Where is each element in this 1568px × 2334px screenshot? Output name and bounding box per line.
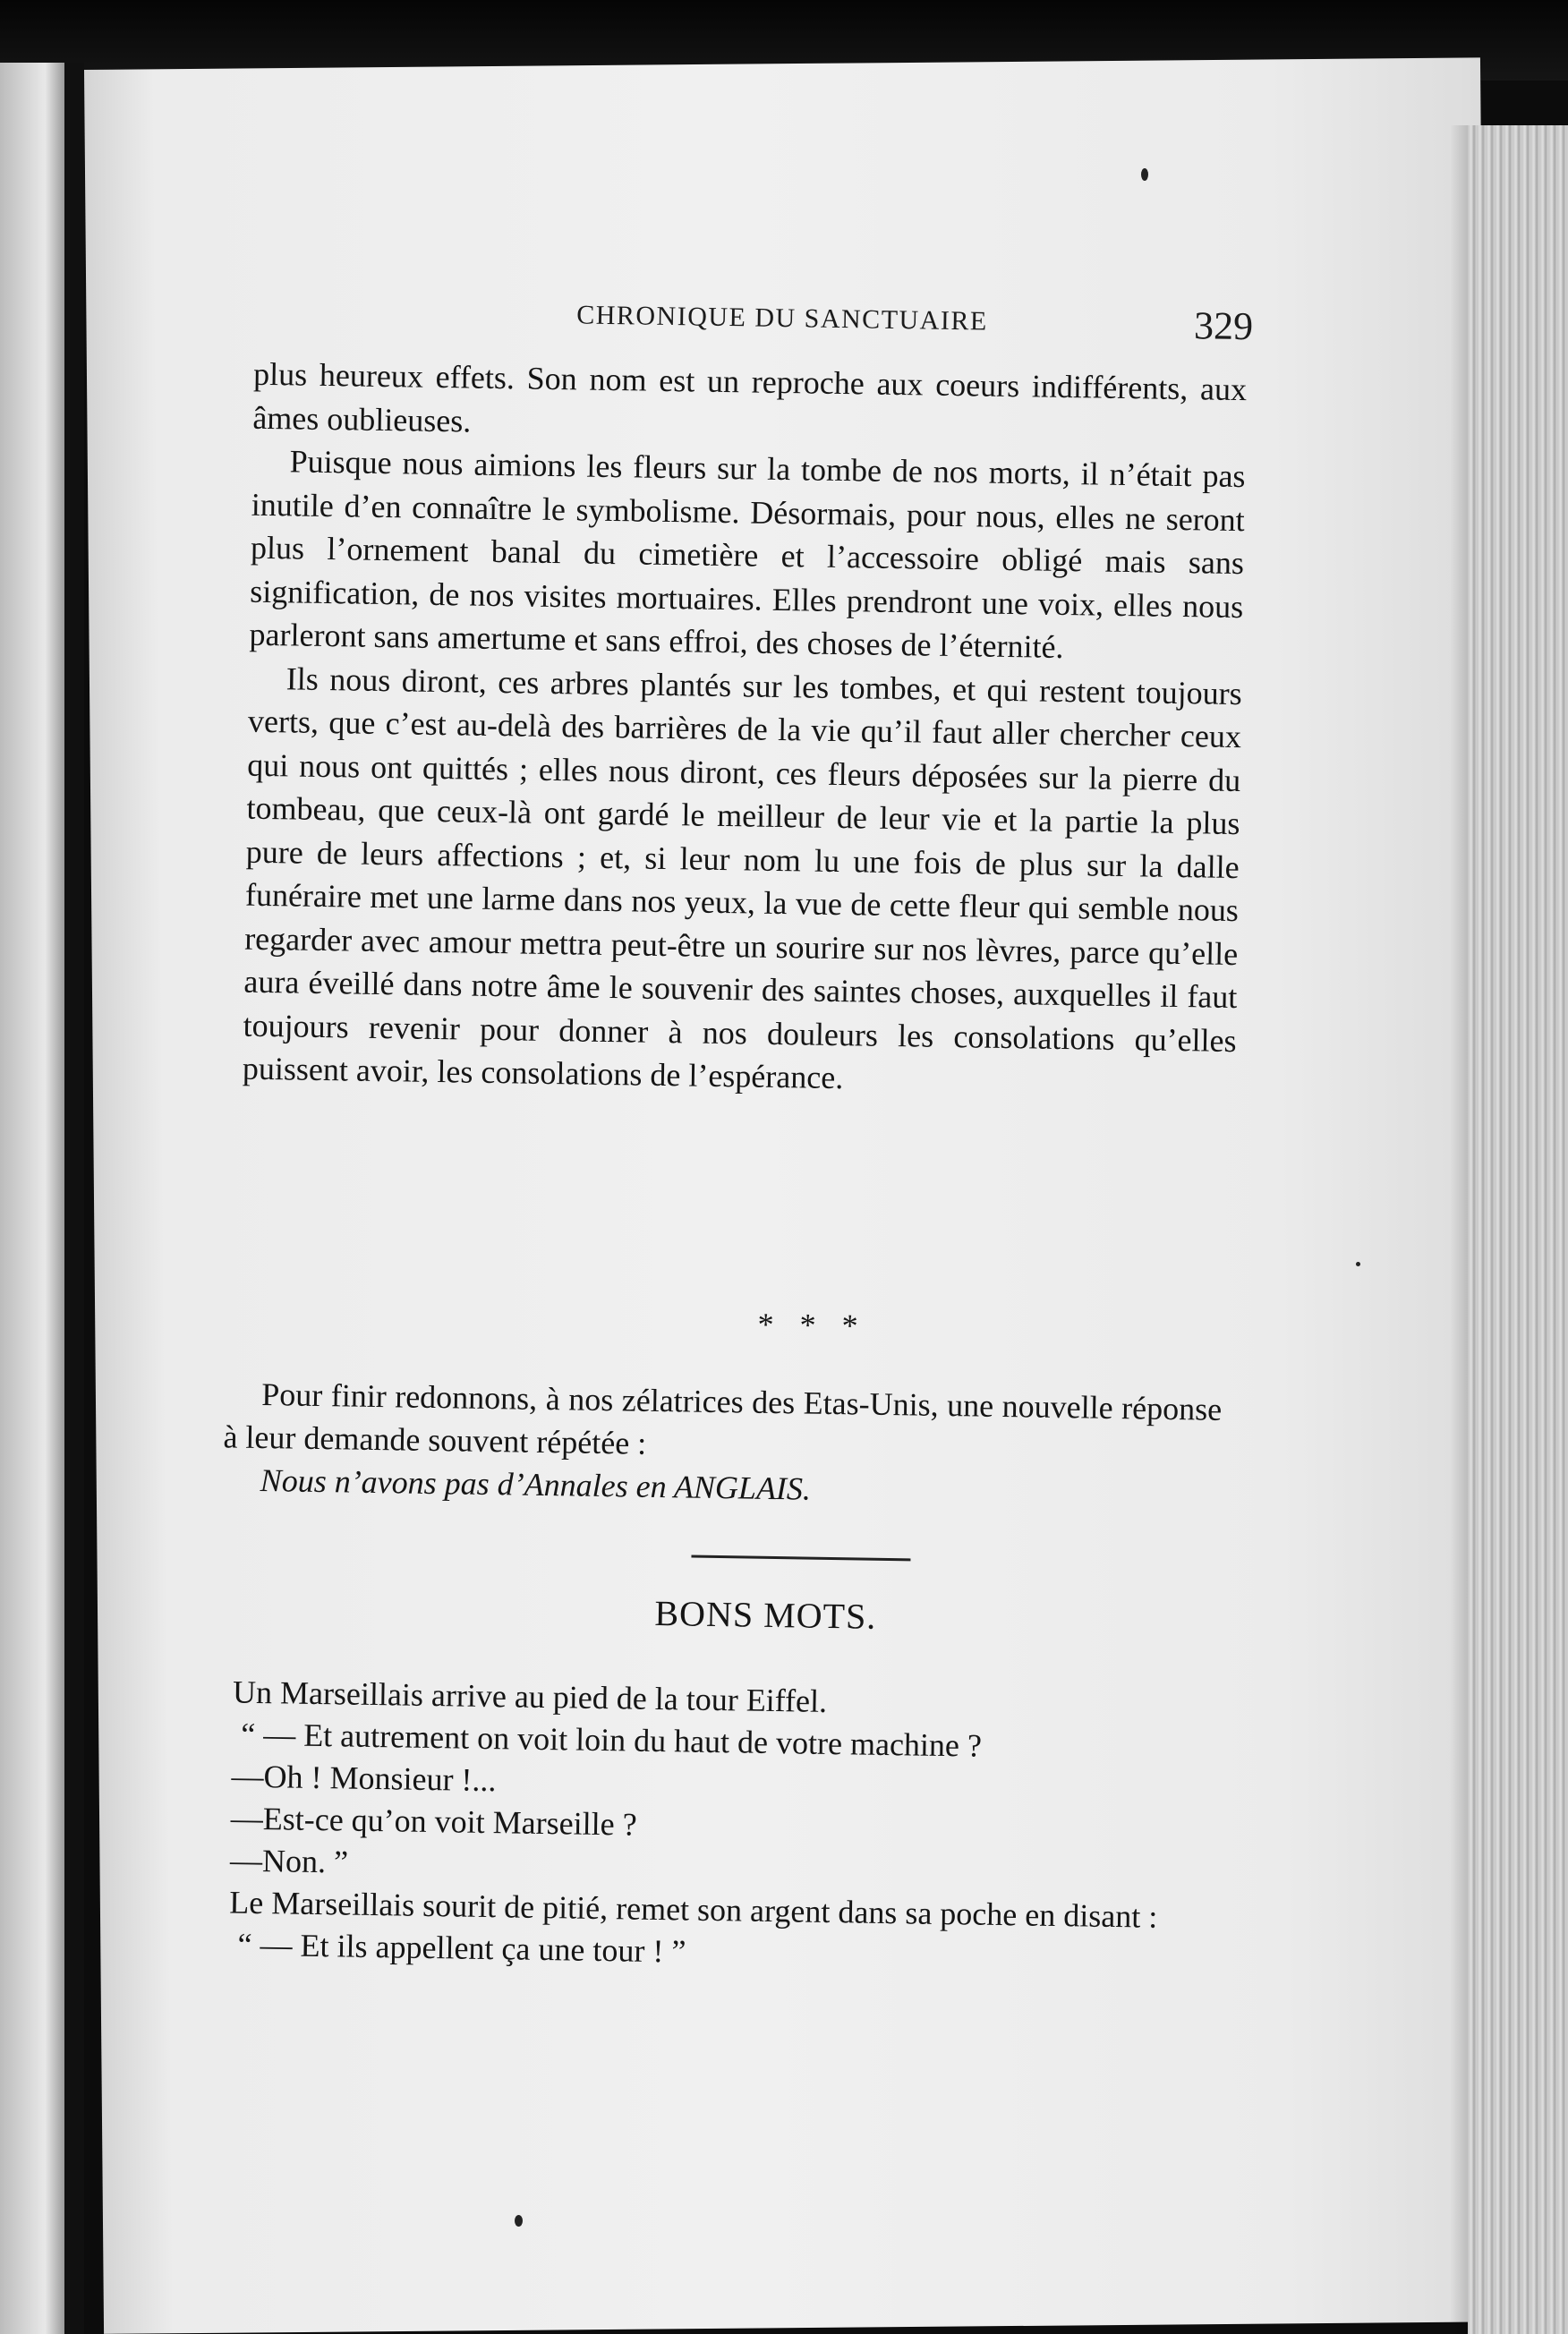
paragraph-continuation: plus heureux effets. Son nom est un reproche aux coeurs indifférents, aux âmes oublieuses. [252,355,1248,439]
dust-speck [515,2215,523,2227]
anecdote-line: Le Marseillais sourit de pitié, remet son argent dans sa poche en disant : [229,1884,1158,1935]
notice-italic-line: Nous n’avons pas d’Annales en ANGLAIS. [260,1461,812,1507]
page-number: 329 [1193,303,1254,349]
section-separator: * * * [757,1306,867,1344]
book-gutter [64,63,84,2334]
running-title: CHRONIQUE DU SANCTUAIRE [575,300,988,336]
section-title: BONS MOTS. [654,1592,877,1637]
anecdote-line: —Non. ” [229,1842,349,1880]
anecdote [228,1672,1217,1981]
dust-speck [1356,1262,1360,1266]
notice-block [222,1372,1222,1516]
paragraph-symbolism: Puisque nous aimions les fleurs sur la tombe de nos morts, il n’était pas inutile d’en connaître le symbolisme. Désormais, pour nous, elles ne seront plus l’ornement banal du cimetière et l’accessoire obligé mais sans signification, de nos visites mortuaires. Elles prendront une voix, elles nous parleront sans amertume et sans effroi, des choses de l’éternité. [249,443,1246,665]
facing-page-edge [0,63,64,2334]
anecdote-line: Un Marseillais arrive au pied de la tour Eiffel. [232,1674,828,1719]
body-text [243,353,1248,1106]
page-stack-edge [1468,125,1568,2334]
paragraph-trees-and-flowers: Ils nous diront, ces arbres plantés sur les tombes, et qui restent toujours verts, que c’est au-delà des barrières de la vie qu’il faut aller chercher ceux qui nous ont quittés ; elles nous diront, ces fleurs déposées sur la pierre du tombeau, que ceux-là ont gardé le meilleur de leur vie et la partie la plus pure de leurs affections ; et, si leur nom lu une fois de plus sur la dalle funéraire met une larme dans nos yeux, la vue de cette fleur qui semble nous regarder avec amour mettra peut-être un sourire sur nos lèvres, parce qu’elle aura éveillé dans notre âme le souvenir des saintes choses, auxquelles il faut toujours revenir pour donner à nos douleurs les consolations qu’elles puissent avoir, les consolations de l’espérance. [242,660,1243,1096]
anecdote-line: —Est-ce qu’on voit Marseille ? [230,1800,637,1843]
anecdote-line: —Oh ! Monsieur !... [231,1758,497,1799]
notice-text: Pour finir redonnons, à nos zélatrices des Etas-Unis, une nouvelle réponse à leur demande souvent répétée : [223,1376,1223,1461]
dust-speck [1141,168,1148,181]
anecdote-line: “ — Et autrement on voit loin du haut de votre machine ? [240,1716,983,1764]
anecdote-line: “ — Et ils appellent ça une tour ! ” [237,1926,686,1970]
